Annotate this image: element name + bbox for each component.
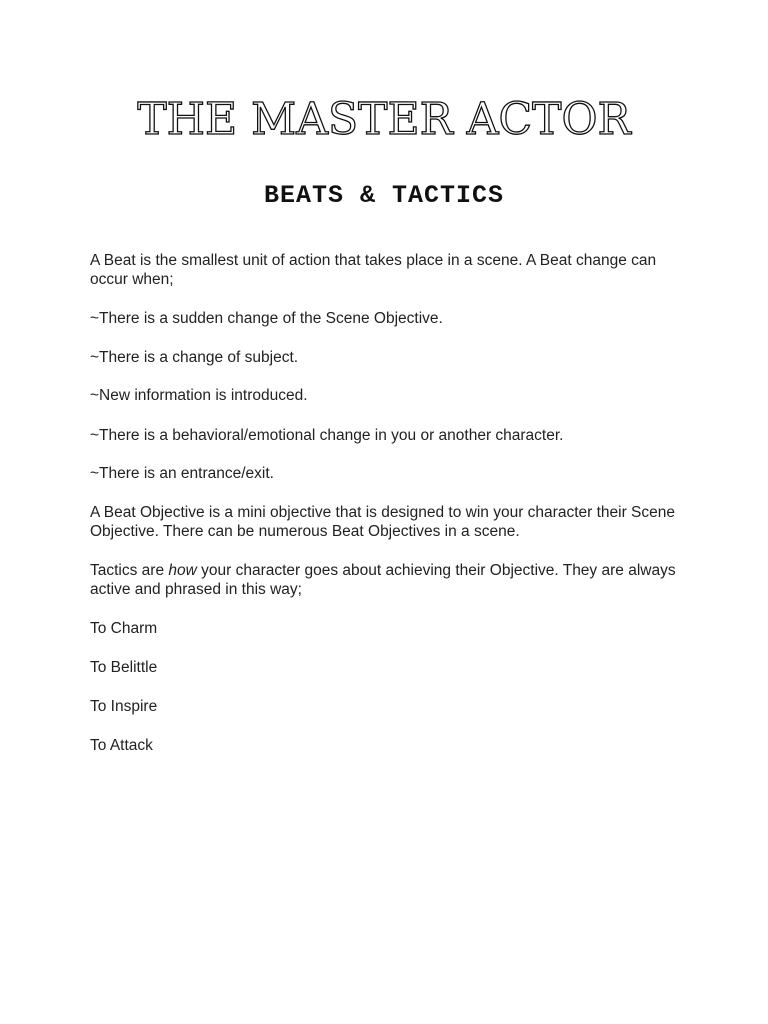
beat-change-item-2: ~There is a change of subject. [90,349,299,366]
beat-change-item-5: ~There is an entrance/exit. [90,465,274,482]
tactics-emphasis: how [168,562,197,579]
intro-paragraph: A Beat is the smallest unit of action that takes place in a scene. A Beat change can occur when; [90,252,657,288]
beat-change-item-3: ~New information is introduced. [90,387,308,404]
document-title: THE MASTER ACTOR [137,94,631,145]
tactic-item-3: To Inspire [90,698,158,715]
beat-objective-paragraph: A Beat Objective is a mini objective that is designed to win your character their Scene Objective. There can be numerous Beat Objectives in a scene. [90,504,675,540]
beat-change-item-4: ~There is a behavioral/emotional change in you or another character. [90,427,564,444]
document-subtitle: BEATS & TACTICS [263,181,505,210]
tactic-item-4: To Attack [90,737,153,754]
tactics-text-before: Tactics are [90,562,169,579]
tactic-item-1: To Charm [90,620,158,637]
beat-change-item-1: ~There is a sudden change of the Scene Objective. [90,310,443,327]
tactic-item-2: To Belittle [90,659,158,676]
tactics-text-after: your character goes about achieving their Objective. They are always active and phrased in this way; [90,562,676,598]
tactics-paragraph [90,561,690,599]
